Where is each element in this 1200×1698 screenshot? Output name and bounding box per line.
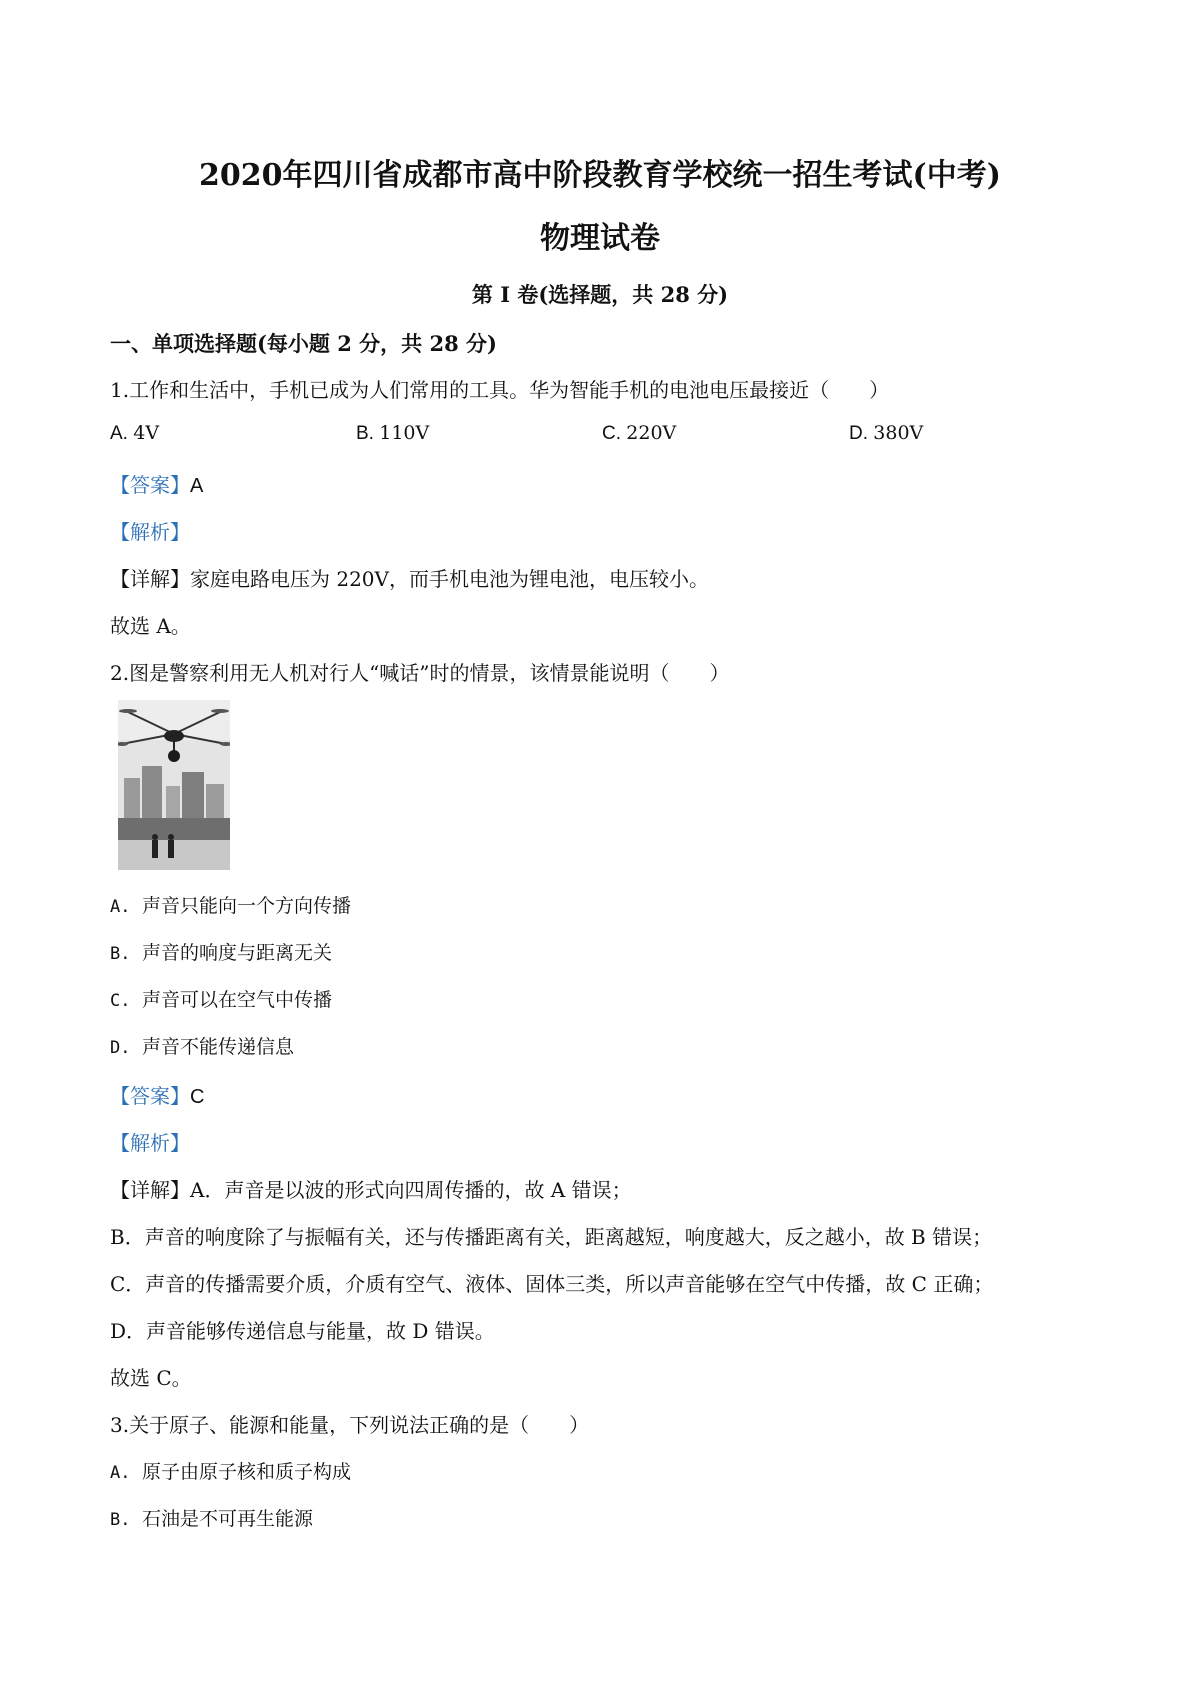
q2-option-c (110, 985, 332, 1012)
q1-option-a (110, 422, 159, 445)
q1-option-d (849, 422, 923, 445)
part-heading: 第 I 卷(选择题，共 28 分) (471, 282, 729, 307)
q1-option-c (602, 422, 676, 445)
q1-answer-tag: 【答案】 (110, 473, 190, 497)
q2-detail-line-4: D．声音能够传递信息与能量，故 D 错误。 (110, 1319, 495, 1343)
q2-detail-line-1: 【详解】A．声音是以波的形式向四周传播的，故 A 错误； (110, 1178, 632, 1202)
q2-stem: 2.图是警察利用无人机对行人“喊话”时的情景，该情景能说明（ ） (110, 661, 730, 685)
q1-analysis-tag: 【解析】 (110, 520, 190, 544)
q2-option-d-text: 声音不能传递信息 (142, 1036, 295, 1058)
exam-subtitle: 物理试卷 (540, 221, 660, 256)
q2-detail-line-2: B．声音的响度除了与振幅有关，还与传播距离有关，距离越短，响度越大，反之越小，故 B 错误； (110, 1225, 993, 1249)
q3-stem: 3.关于原子、能源和能量，下列说法正确的是（ ） (110, 1413, 590, 1437)
q1-option-c-text: 220V (626, 422, 677, 444)
q1-option-a-key: A. (110, 423, 128, 444)
q2-option-a-text: 声音只能向一个方向传播 (142, 895, 352, 917)
q2-option-c-key: C. (110, 991, 131, 1011)
q2-conclusion: 故选 C。 (110, 1366, 192, 1390)
q1-option-b (356, 422, 429, 445)
exam-title: 2020年四川省成都市高中阶段教育学校统一招生考试(中考) (199, 158, 1001, 193)
q3-option-a-key: A. (110, 1463, 131, 1483)
q1-option-b-text: 110V (379, 422, 430, 444)
q1-answer (110, 469, 203, 498)
q3-option-b-key: B. (110, 1510, 131, 1530)
q2-analysis-tag: 【解析】 (110, 1131, 190, 1155)
q2-option-a-key: A. (110, 897, 131, 917)
q2-option-a (110, 891, 351, 918)
q3-option-a-text: 原子由原子核和质子构成 (142, 1461, 352, 1483)
q2-answer (110, 1080, 204, 1109)
q2-option-d (110, 1032, 294, 1059)
drone-photo-drawing (118, 700, 230, 870)
q3-option-a (110, 1457, 351, 1484)
q2-detail-line-3: C．声音的传播需要介质，介质有空气、液体、固体三类，所以声音能够在空气中传播，故 C 正确； (110, 1272, 994, 1296)
q1-detail: 【详解】家庭电路电压为 220V，而手机电池为锂电池，电压较小。 (110, 567, 709, 591)
q1-option-a-text: 4V (133, 422, 160, 444)
q1-option-d-key: D. (849, 423, 868, 444)
q2-option-b (110, 938, 332, 965)
q2-option-d-key: D. (110, 1038, 131, 1058)
q1-answer-value: A (190, 475, 204, 497)
q2-option-c-text: 声音可以在空气中传播 (142, 989, 333, 1011)
q1-option-c-key: C. (602, 423, 621, 444)
section-heading: 一、单项选择题(每小题 2 分，共 28 分) (110, 331, 497, 356)
q3-option-b-text: 石油是不可再生能源 (142, 1508, 314, 1530)
q3-option-b (110, 1504, 313, 1531)
q2-option-b-key: B. (110, 944, 131, 964)
q2-answer-tag: 【答案】 (110, 1084, 190, 1108)
q2-answer-value: C (190, 1086, 205, 1108)
q1-conclusion: 故选 A。 (110, 614, 191, 638)
q1-option-d-text: 380V (873, 422, 924, 444)
q2-option-b-text: 声音的响度与距离无关 (142, 942, 333, 964)
q1-option-b-key: B. (356, 423, 374, 444)
drone-police-photo (118, 700, 230, 870)
q1-stem: 1.工作和生活中，手机已成为人们常用的工具。华为智能手机的电池电压最接近（ ） (110, 378, 890, 402)
